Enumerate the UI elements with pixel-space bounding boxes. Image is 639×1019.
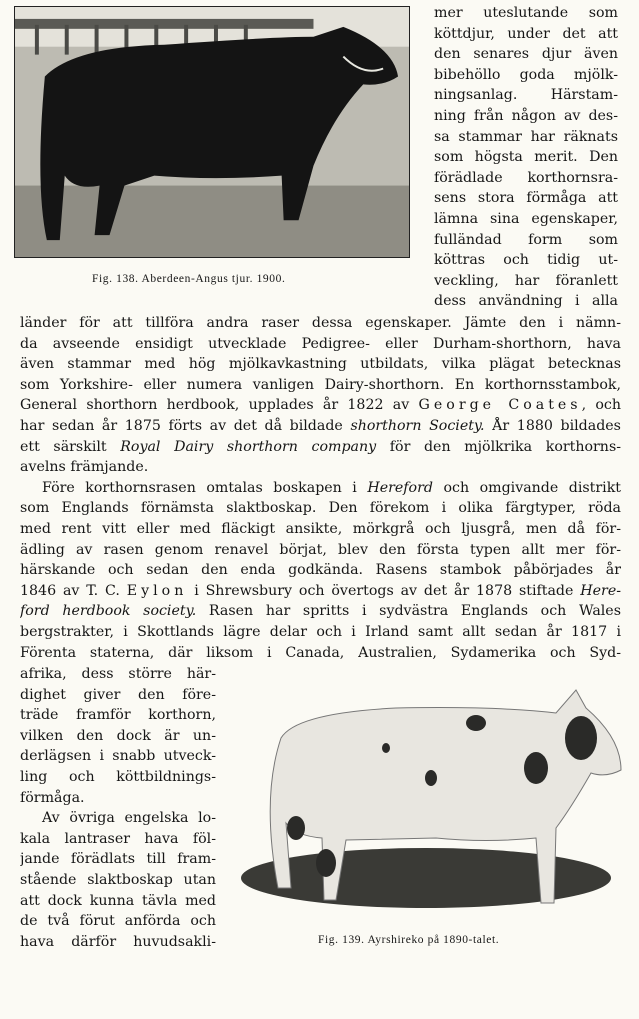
text-line: jande förädlats till fram- <box>20 851 216 868</box>
text-line: ett särskilt Royal Dairy shorthorn company för den mjölkrika korthorns- <box>20 438 621 455</box>
text-line: dess användning i alla <box>434 293 618 310</box>
text-line: avelns främjande. <box>20 459 149 476</box>
text-line: härskande och sedan den enda godkända. Rasens stambok påbörjades år <box>20 562 621 579</box>
text-line: den senares djur även <box>434 46 618 63</box>
text-line: derlägsen i snabb utveck- <box>20 748 216 765</box>
bull-image <box>15 7 409 257</box>
text-line: förmåga. <box>20 789 85 806</box>
text-line: Förenta staterna, där liksom i Canada, Australien, Sydamerika och Syd- <box>20 644 621 661</box>
text-line: da avseende ensidigt utvecklade Pedigree- eller Durham-shorthorn, hava <box>20 335 621 352</box>
place-name: Hereford <box>367 479 433 496</box>
company-name: Royal Dairy shorthorn company <box>120 438 377 455</box>
fig138-photo <box>14 6 410 258</box>
full-width-text <box>20 313 621 663</box>
fig138-caption: Fig. 138. Aberdeen-Angus tjur. 1900. <box>92 273 286 285</box>
cow-image <box>236 678 624 922</box>
text-line: sens stora förmåga att <box>434 190 618 207</box>
text-line: stående slaktboskap utan <box>20 871 216 888</box>
text-line: sa stammar har räknats <box>434 128 618 145</box>
right-column-text <box>434 3 618 312</box>
text-line: köttras och tidig ut- <box>434 252 618 269</box>
text-line: dighet giver den före- <box>20 686 216 703</box>
fig139-caption: Fig. 139. Ayrshireko på 1890-talet. <box>318 934 500 946</box>
person-name: George Coates <box>418 397 582 414</box>
fig139-photo <box>236 678 624 922</box>
text-line: länder för att tillföra andra raser dessa egenskaper. Jämte den i nämn- <box>20 315 621 331</box>
text-line: har sedan år 1875 förts av det då bildade shorthorn Society. År 1880 bildades <box>20 417 621 434</box>
text-line: köttdjur, under det att <box>434 25 618 42</box>
text-line: som Yorkshire- eller numera vanligen Dairy-shorthorn. En korthornsstambok, <box>20 376 621 393</box>
text-line: 1846 av T. C. Eylon i Shrewsbury och övertogs av det år 1878 stiftade Here- <box>20 582 621 599</box>
person-name: Eylon <box>126 582 188 599</box>
text-line: som högsta merit. Den <box>434 149 618 166</box>
text-line: fulländad form som <box>434 231 618 248</box>
text-line: vilken den dock är un- <box>20 727 216 744</box>
society-name: shorthorn Society. <box>350 417 485 434</box>
text-line: bibehöllo goda mjölk- <box>434 66 618 83</box>
text-line: de två förut anförda och <box>20 913 216 930</box>
text-line: General shorthorn herdbook, upplades år 1822 av George Coates, och <box>20 397 621 414</box>
text-line: även stammar med hög mjölkavkastning utbildats, vilka plägat betecknas <box>20 356 621 373</box>
text-line: som Englands förnämsta slaktboskap. Den förekom i olika färgtyper, röda <box>20 500 621 517</box>
text-line: med rent vitt eller med fläckigt ansikte, mörkgrå och ljusgrå, men då för- <box>20 520 621 537</box>
text-line: att dock kunna tävla med <box>20 892 216 909</box>
text-line: ädling av rasen genom renavel börjat, blev den första typen allt mer för- <box>20 541 621 558</box>
text-line: ningsanlag. Härstam- <box>434 87 618 104</box>
society-name: ford herdbook society. <box>20 603 197 620</box>
text-line: lämna sina egenskaper, <box>434 210 618 227</box>
text-line: bergstrakter, i Skottlands lägre delar och i Irland samt allt sedan år 1817 i <box>20 623 621 640</box>
left-column-text <box>20 664 216 952</box>
text-line: afrika, dess större här- <box>20 666 216 682</box>
text-line: hava därför huvudsakli- <box>20 933 216 950</box>
text-line: ning från någon av des- <box>434 107 618 124</box>
text-line: träde framför korthorn, <box>20 707 216 724</box>
text-line: veckling, har föranlett <box>434 272 618 289</box>
text-line: ford herdbook society. Rasen har spritts i sydvästra Englands och Wales <box>20 603 621 620</box>
text-line: förädlade korthornsra- <box>434 169 618 186</box>
text-line: Före korthornsrasen omtalas boskapen i Hereford och omgivande distrikt <box>42 479 621 496</box>
text-line: ling och köttbildnings- <box>20 768 216 785</box>
text-line: Av övriga engelska lo- <box>42 810 216 827</box>
text-line: mer uteslutande som <box>434 5 618 21</box>
text-line: kala lantraser hava föl- <box>20 830 216 847</box>
